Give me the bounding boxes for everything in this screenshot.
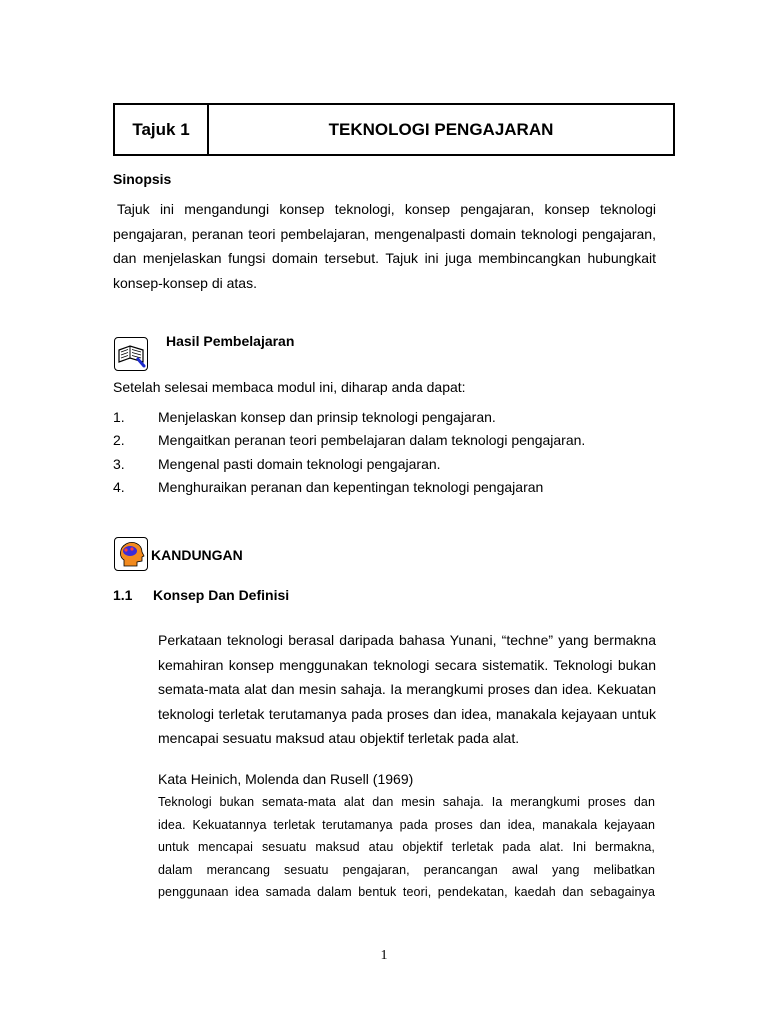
list-number: 3. bbox=[113, 455, 125, 472]
synopsis-line: Tajuk ini mengandungi konsep teknologi, konsep pengajaran, konsep teknologi bbox=[117, 201, 656, 217]
list-number: 1. bbox=[113, 408, 125, 425]
list-text: Menghuraikan peranan dan kepentingan teknologi pengajaran bbox=[158, 479, 544, 496]
paragraph-line: kemahiran konsep menggunakan teknologi secara sistematik. Teknologi bukan bbox=[158, 656, 656, 673]
topic-header bbox=[113, 103, 675, 156]
paragraph-line: semata-mata alat dan mesin sahaja. Ia merangkumi proses dan idea. Kekuatan bbox=[158, 681, 656, 697]
topic-title: TEKNOLOGI PENGAJARAN bbox=[328, 119, 554, 139]
quote-line: untuk mencapai sesuatu maksud atau objektif terletak pada alat. Ini bermakna, bbox=[158, 840, 655, 854]
synopsis-line: pengajaran, peranan teori pembelajaran, mengenalpasti domain teknologi pengajaran, bbox=[113, 225, 656, 242]
list-number: 2. bbox=[113, 432, 125, 449]
quote-paragraph bbox=[158, 791, 655, 904]
learning-outcomes-list bbox=[113, 405, 673, 499]
citation: Kata Heinich, Molenda dan Rusell (1969) bbox=[158, 771, 414, 787]
section-number: 1.1 bbox=[113, 587, 133, 603]
list-item bbox=[113, 405, 673, 429]
list-item bbox=[113, 429, 673, 453]
synopsis-paragraph bbox=[113, 197, 656, 295]
paragraph-line: teknologi terletak terutamanya pada proses dan idea, manakala kejayaan untuk bbox=[158, 705, 656, 722]
quote-line: Teknologi bukan semata-mata alat dan mesin sahaja. Ia merangkumi proses dan bbox=[158, 795, 655, 809]
list-number: 4. bbox=[113, 479, 125, 496]
section-title: Konsep Dan Definisi bbox=[153, 587, 290, 603]
learning-outcomes-heading: Hasil Pembelajaran bbox=[166, 333, 295, 349]
quote-line: idea. Kekuatannya terletak terutamanya pada proses dan idea, manakala kejayaan bbox=[158, 817, 655, 832]
book-pen-icon bbox=[114, 337, 148, 371]
synopsis-line: konsep-konsep di atas. bbox=[113, 274, 257, 291]
paragraph-line: Perkataan teknologi berasal daripada bahasa Yunani, “techne” yang bermakna bbox=[158, 632, 656, 648]
list-item bbox=[113, 452, 673, 476]
contents-heading: KANDUNGAN bbox=[151, 547, 243, 563]
page-number: 1 bbox=[380, 948, 388, 963]
section-paragraph bbox=[158, 628, 656, 751]
paragraph-line: mencapai sesuatu maksud atau objektif terletak pada alat. bbox=[158, 730, 520, 746]
quote-line: dalam merancang sesuatu pengajaran, perancangan awal yang melibatkan bbox=[158, 862, 655, 877]
learning-outcomes-intro: Setelah selesai membaca modul ini, diharap anda dapat: bbox=[113, 379, 466, 395]
list-text: Mengenal pasti domain teknologi pengajaran. bbox=[158, 455, 441, 472]
head-brain-icon bbox=[114, 537, 148, 571]
list-text: Mengaitkan peranan teori pembelajaran dalam teknologi pengajaran. bbox=[158, 432, 586, 449]
synopsis-heading: Sinopsis bbox=[113, 171, 172, 187]
list-item bbox=[113, 476, 673, 500]
synopsis-line: dan menjelaskan fungsi domain tersebut. Tajuk ini juga membincangkan hubungkait bbox=[113, 250, 656, 266]
list-text: Menjelaskan konsep dan prinsip teknologi pengajaran. bbox=[158, 408, 496, 425]
quote-line: penggunaan idea samada dalam bentuk teori, pendekatan, kaedah dan sebagainya bbox=[158, 885, 655, 899]
topic-label: Tajuk 1 bbox=[115, 105, 209, 154]
